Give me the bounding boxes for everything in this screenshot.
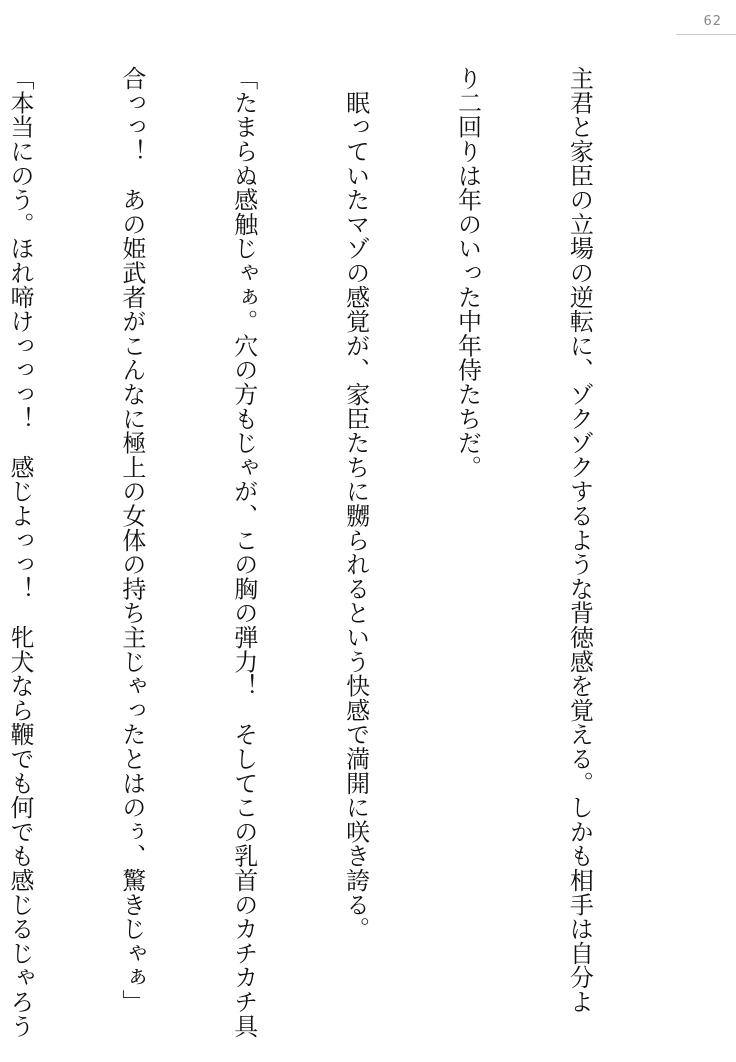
header-rule [676,34,736,35]
page-number: 62 [703,14,722,29]
text-line: 「たまらぬ感触じゃぁ。穴の方もじゃが、この胸の弾力！ そしてこの乳首のカチカチ具 [229,66,258,1038]
text-line: り二回りは年のいった中年侍たちだ。 [453,66,482,480]
text-line: 合っっ！ あの姫武者がこんなに極上の女体の持ち主じゃったとはのぅ、驚きじゃぁ」 [117,66,146,1014]
vertical-text-body [0,66,672,1038]
text-line: 「本当にのう。ほれ啼けっっっ！ 感じよっっ！ 牝犬なら鞭でも何でも感じるじゃろう [5,66,34,1038]
text-line: 主君と家臣の立場の逆転に、ゾクゾクするような背徳感を覚える。しかも相手は自分よ [565,66,594,1014]
text-line: 眠っていたマゾの感覚が、家臣たちに嬲られるという快感で満開に咲き誇る。 [341,66,370,941]
